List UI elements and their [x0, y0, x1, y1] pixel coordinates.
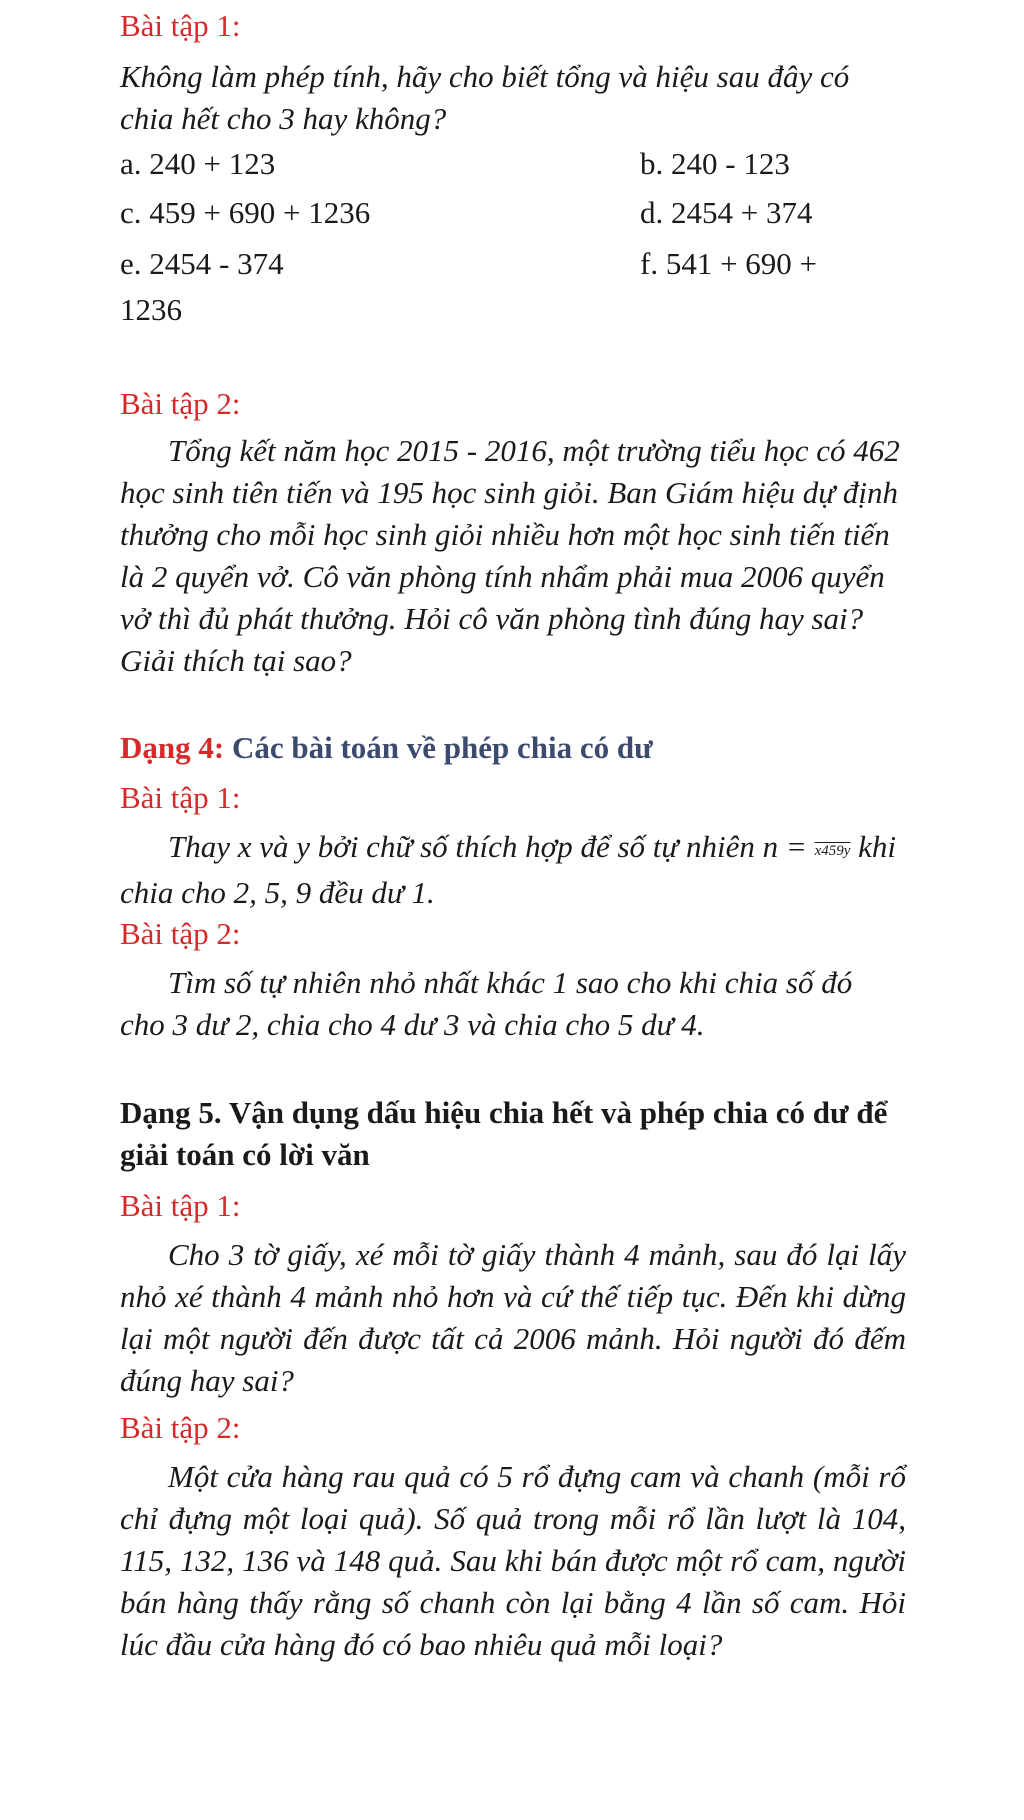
- equals-sign: =: [785, 829, 807, 864]
- option-expression: 240 - 123: [671, 146, 790, 181]
- dang5-exercise-2-title: Bài tập 2:: [120, 1410, 241, 1445]
- exercise-2-text: Tổng kết năm học 2015 - 2016, một trường tiểu học có 462 học sinh tiên tiến và 195 học sinh giỏi. Ban Giám hiệu dự định thưởng cho mỗi học sinh giỏi nhiều hơn một học sinh tiến tiến là 2 quyển vở. Cô văn phòng tính nhẩm phải mua 2006 quyển vở thì đủ phát thưởng. Hỏi cô văn phòng tình đúng hay sai? Giải thích tại sao?: [120, 433, 900, 678]
- option-label: b.: [640, 146, 664, 181]
- option-expression: 2454 + 374: [671, 195, 813, 230]
- option-b: [640, 144, 790, 184]
- dang5-exercise-1-title: Bài tập 1:: [120, 1188, 241, 1223]
- exercise-2-title: Bài tập 2:: [120, 386, 241, 421]
- dang5-exercise-2-text: Một cửa hàng rau quả có 5 rổ đựng cam và chanh (mỗi rổ chỉ đựng một loại quả). Số quả trong mỗi rổ lần lượt là 104, 115, 132, 136 và 148 quả. Sau khi bán được một rổ cam, người bán hàng thấy rằng số chanh còn lại bằng 4 lần số cam. Hỏi lúc đầu cửa hàng đó có bao nhiêu quả mỗi loại?: [120, 1459, 906, 1662]
- option-expression: 240 + 123: [149, 146, 276, 181]
- dang4-exercise-2-title: Bài tập 2:: [120, 916, 241, 951]
- dang4-exercise-2-text: Tìm số tự nhiên nhỏ nhất khác 1 sao cho khi chia số đó cho 3 dư 2, chia cho 4 dư 3 và chia cho 5 dư 4.: [120, 965, 853, 1042]
- dang4-exercise-1-title: Bài tập 1:: [120, 780, 241, 815]
- exercise-1-question: Không làm phép tính, hãy cho biết tổng và hiệu sau đây có chia hết cho 3 hay không?: [120, 59, 850, 136]
- overlined-number: x459y: [814, 843, 851, 859]
- text-after: khi chia cho 2, 5, 9 đều dư 1.: [120, 829, 897, 910]
- option-label: a.: [120, 146, 142, 181]
- text-before: Thay x và y bởi chữ số thích hợp để số tự nhiên n: [168, 829, 779, 864]
- dang4-exercise-1-text: [120, 826, 900, 914]
- option-f-continuation: 1236: [120, 292, 182, 327]
- section-label: Dạng 4:: [120, 730, 225, 765]
- section-title: Các bài toán về phép chia có dư: [231, 730, 653, 765]
- option-label: e.: [120, 246, 142, 281]
- option-e: [120, 244, 284, 284]
- option-f: [640, 244, 817, 284]
- option-c: [120, 193, 370, 233]
- dang5-exercise-1-text: Cho 3 tờ giấy, xé mỗi tờ giấy thành 4 mảnh, sau đó lại lấy nhỏ xé thành 4 mảnh nhỏ hơn và cứ thế tiếp tục. Đến khi dừng lại một người đến được tất cả 2006 mảnh. Hỏi người đó đếm đúng hay sai?: [120, 1237, 906, 1398]
- option-label: c.: [120, 195, 142, 230]
- option-a: [120, 144, 275, 184]
- option-expression: 541 + 690 +: [665, 246, 818, 281]
- option-d: [640, 193, 812, 233]
- option-expression: 459 + 690 + 1236: [149, 195, 371, 230]
- option-label: d.: [640, 195, 664, 230]
- exercise-1-title: Bài tập 1:: [120, 8, 241, 43]
- section-dang-5-heading: Dạng 5. Vận dụng dấu hiệu chia hết và phép chia có dư để giải toán có lời văn: [120, 1095, 888, 1172]
- option-label: f.: [640, 246, 659, 281]
- option-expression: 2454 - 374: [149, 246, 284, 281]
- section-dang-4-heading: [120, 728, 910, 768]
